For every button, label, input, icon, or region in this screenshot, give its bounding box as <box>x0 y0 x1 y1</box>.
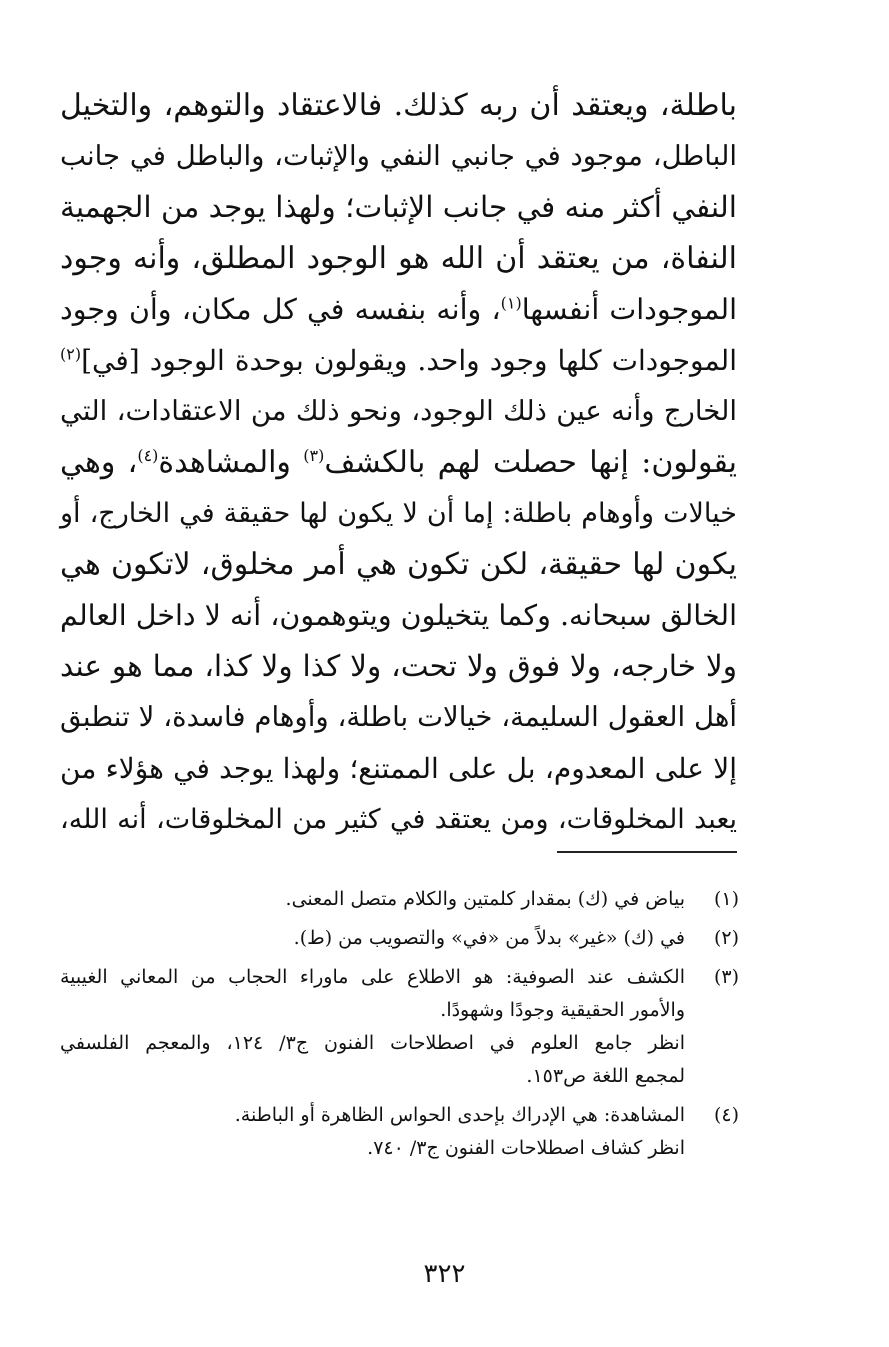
footnote-1 <box>60 883 737 916</box>
text-line-content: والمشاهدة <box>158 445 304 480</box>
text-line-content: يقولون: إنها حصلت لهم بالكشف <box>324 445 738 480</box>
footnote-text: والأمور الحقيقية وجودًا وشهودًا. <box>440 999 685 1021</box>
footnote-number: (١) <box>713 888 739 910</box>
text-line-content: الخالق سبحانه. وكما يتخيلون ويتوهمون، أنه لا داخل العالم <box>60 599 737 632</box>
text-line <box>60 641 737 692</box>
text-line <box>60 437 737 488</box>
text-line-content: الباطل، موجود في جانبي النفي والإثبات، والباطل في جانب <box>60 140 737 172</box>
text-line <box>60 80 737 131</box>
text-line-content: النفاة، من يعتقد أن الله هو الوجود المطلق، وأنه وجود <box>60 241 737 276</box>
footnote-text: لمجمع اللغة ص١٥٣. <box>526 1065 685 1087</box>
footnote-marker-3: (٣) <box>303 446 325 465</box>
text-line-content: خيالات وأوهام باطلة: إما أن لا يكون لها حقيقة في الخارج، أو <box>60 498 737 529</box>
text-line <box>60 131 737 182</box>
text-line-content: باطلة، ويعتقد أن ربه كذلك. فالاعتقاد والتوهم، والتخيل <box>60 88 737 123</box>
text-line-content: ولا خارجه، ولا فوق ولا تحت، ولا كذا ولا كذا، مما هو عند <box>60 649 737 683</box>
text-line <box>60 335 737 386</box>
text-line-content: ، وأنه بنفسه في كل مكان، وأن وجود <box>60 293 501 326</box>
text-line <box>60 794 737 845</box>
text-line-content: أهل العقول السليمة، خيالات باطلة، وأوهام فاسدة، لا تنطبق <box>60 701 737 733</box>
page-number: ٣٢٢ <box>423 1259 466 1289</box>
footnote-separator <box>557 851 737 853</box>
text-line <box>60 284 737 335</box>
footnote-marker-1: (١) <box>500 293 522 313</box>
footnote-number: (٣) <box>713 966 739 988</box>
text-line-content: الخارج وأنه عين ذلك الوجود، ونحو ذلك من الاعتقادات، التي <box>60 395 737 427</box>
footnotes <box>60 883 737 1171</box>
main-text <box>60 80 737 845</box>
footnote-text: بياض في (ك) بمقدار كلمتين والكلام متصل المعنى. <box>285 888 685 910</box>
text-line-content: النفي أكثر منه في جانب الإثبات؛ ولهذا يوجد من الجهمية <box>60 190 737 224</box>
text-line <box>60 488 737 539</box>
text-line-content: إلا على المعدوم، بل على الممتنع؛ ولهذا يوجد في هؤلاء من <box>60 752 737 785</box>
footnote-number: (٢) <box>713 927 739 949</box>
text-line <box>60 182 737 233</box>
footnote-marker-4: (٤) <box>137 446 159 465</box>
text-line <box>60 386 737 437</box>
text-line-content: ، وهي <box>60 445 138 480</box>
footnote-text: في (ك) «غير» بدلاً من «في» والتصويب من (ط). <box>293 927 685 949</box>
footnote-text: الكشف عند الصوفية: هو الاطلاع على ماوراء الحجاب من المعاني الغيبية <box>60 966 685 988</box>
text-line-content: يكون لها حقيقة، لكن تكون هي أمر مخلوق، لاتكون هي <box>60 547 737 582</box>
text-line <box>60 590 737 641</box>
footnote-3 <box>60 961 737 1093</box>
text-line-content: الموجودات كلها وجود واحد. ويقولون بوحدة الوجود [في] <box>81 344 737 377</box>
text-line-content: الموجودات أنفسها <box>521 293 737 326</box>
text-line <box>60 692 737 743</box>
text-line <box>60 539 737 590</box>
footnote-text: انظر كشاف اصطلاحات الفنون ج٣/ ٧٤٠. <box>367 1137 685 1159</box>
footnote-text: المشاهدة: هي الإدراك بإحدى الحواس الظاهرة أو الباطنة. <box>234 1104 685 1126</box>
footnote-marker-2: (٢) <box>60 344 82 364</box>
text-line <box>60 743 737 794</box>
text-line <box>60 233 737 284</box>
footnote-2 <box>60 922 737 955</box>
footnote-4 <box>60 1099 737 1165</box>
footnote-number: (٤) <box>713 1104 739 1126</box>
text-line-content: يعبد المخلوقات، ومن يعتقد في كثير من المخلوقات، أنه الله، <box>60 804 737 835</box>
footnote-text: انظر جامع العلوم في اصطلاحات الفنون ج٣/ ١٢٤، والمعجم الفلسفي <box>60 1032 685 1054</box>
